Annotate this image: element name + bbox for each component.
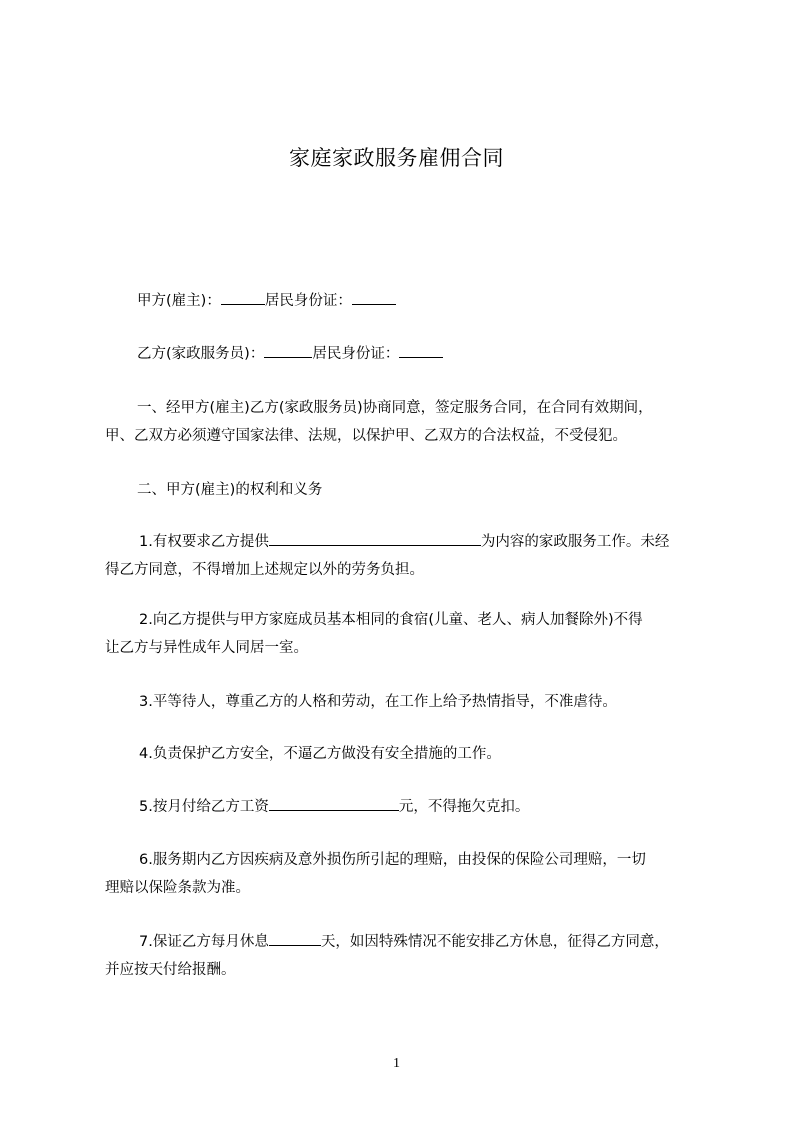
party-a-id-label: 居民身份证： xyxy=(264,293,352,309)
party-b-label: 乙方(家政服务员)： xyxy=(137,346,265,362)
party-b-line xyxy=(105,340,737,368)
service-content-blank[interactable] xyxy=(269,531,481,546)
item-2-line-1: 2.向乙方提供与甲方家庭成员基本相同的食宿(儿童、老人、病人加餐除外)不得 xyxy=(139,612,643,628)
party-a-line xyxy=(105,287,737,315)
page-number: 1 xyxy=(393,1056,400,1071)
item-7-before: 7.保证乙方每月休息 xyxy=(139,934,269,950)
item-2-line-2: 让乙方与异性成年人同居一室。 xyxy=(105,640,308,656)
party-b-name-blank[interactable] xyxy=(264,343,312,358)
party-a-name-blank[interactable] xyxy=(221,290,265,305)
item-7 xyxy=(105,928,705,984)
item-5-after: 元，不得拖欠克扣。 xyxy=(398,799,530,815)
item-7-after: 天，如因特殊情况不能安排乙方休息，征得乙方同意， xyxy=(320,934,669,950)
document-title: 家庭家政服务雇佣合同 xyxy=(289,146,504,170)
item-4: 4.负责保护乙方安全，不逼乙方做没有安全措施的工作。 xyxy=(139,746,501,762)
clause-1-line-2: 甲、乙双方必须遵守国家法律、法规，以保护甲、乙双方的合法权益，不受侵犯。 xyxy=(105,428,627,444)
clause-1 xyxy=(105,394,705,450)
section-2-heading: 二、甲方(雇主)的权利和义务 xyxy=(137,482,323,498)
party-b-id-label: 居民身份证： xyxy=(312,346,400,362)
item-6-line-1: 6.服务期内乙方因疾病及意外损伤所引起的理赔，由投保的保险公司理赔，一切 xyxy=(139,852,646,868)
item-1-line-1 xyxy=(105,528,705,556)
item-6-line-2: 理赔以保险条款为准。 xyxy=(105,880,250,896)
clause-1-line-1: 一、经甲方(雇主)乙方(家政服务员)协商同意，签定服务合同，在合同有效期间， xyxy=(137,400,653,416)
item-5 xyxy=(105,793,739,821)
item-1 xyxy=(105,528,705,584)
item-1-line-2: 得乙方同意，不得增加上述规定以外的劳务负担。 xyxy=(105,562,424,578)
item-2 xyxy=(105,606,705,662)
item-1-after: 为内容的家政服务工作。未经 xyxy=(480,534,670,550)
item-5-before: 5.按月付给乙方工资 xyxy=(139,799,269,815)
wage-blank[interactable] xyxy=(269,796,399,811)
item-6 xyxy=(105,846,705,902)
rest-days-blank[interactable] xyxy=(269,931,321,946)
item-3: 3.平等待人，尊重乙方的人格和劳动，在工作上给予热情指导，不准虐待。 xyxy=(139,694,617,710)
item-7-line-2: 并应按天付给报酬。 xyxy=(105,962,236,978)
party-a-id-blank[interactable] xyxy=(352,290,396,305)
item-7-line-1 xyxy=(105,928,705,956)
party-a-label: 甲方(雇主)： xyxy=(137,293,221,309)
party-b-id-blank[interactable] xyxy=(399,343,443,358)
item-1-before: 1.有权要求乙方提供 xyxy=(139,534,269,550)
